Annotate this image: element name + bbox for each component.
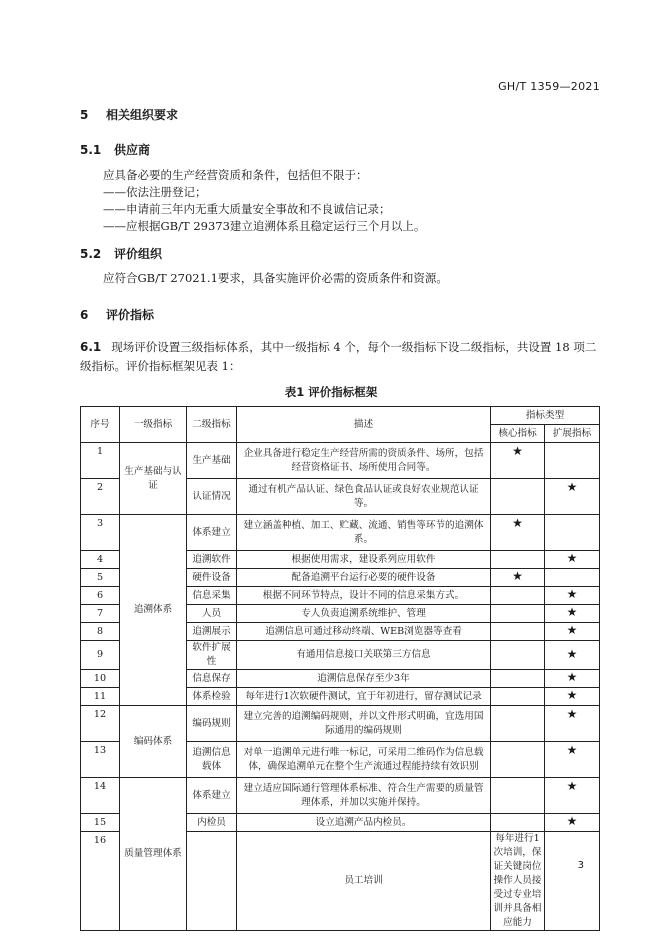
row-seq: 4 bbox=[81, 551, 120, 569]
core-star-cell bbox=[491, 742, 545, 778]
core-star-cell bbox=[491, 443, 545, 479]
core-star-cell bbox=[491, 688, 545, 706]
row-level2: 信息采集 bbox=[187, 587, 237, 605]
row-desc: 每年进行1次培训，保证关键岗位操作人员接受过专业培训并具备相应能力 bbox=[491, 832, 545, 931]
core-star-cell bbox=[491, 551, 545, 569]
star-icon: ★ bbox=[566, 779, 578, 793]
row-seq: 2 bbox=[81, 479, 120, 515]
star-icon: ★ bbox=[512, 516, 523, 530]
row-level2: 体系检验 bbox=[187, 688, 237, 706]
row-desc: 专人负责追溯系统维护、管理 bbox=[237, 605, 491, 623]
row-desc: 建立适应国际通行管理体系标准、符合生产需要的质量管理体系，并加以实施并保持。 bbox=[237, 778, 491, 814]
ext-star-cell bbox=[545, 814, 600, 832]
section-5-2-title: 评价组织 bbox=[114, 247, 163, 261]
row-desc: 有通用信息接口关联第三方信息 bbox=[237, 641, 491, 670]
header-desc: 描述 bbox=[237, 407, 491, 443]
row-level2: 编码规则 bbox=[187, 706, 237, 742]
row-seq: 3 bbox=[81, 515, 120, 551]
ext-star-cell bbox=[545, 742, 600, 778]
row-desc: 通过有机产品认证、绿色食品认证或良好农业规范认证等。 bbox=[237, 479, 491, 515]
level1-group: 生产基础与认证 bbox=[120, 443, 187, 515]
header-type: 指标类型 bbox=[491, 407, 600, 425]
section-6-1-paragraph bbox=[80, 338, 600, 376]
row-seq: 10 bbox=[81, 670, 120, 688]
section-5-2-number: 5.2 bbox=[80, 247, 102, 261]
row-seq: 5 bbox=[81, 569, 120, 587]
ext-star-cell bbox=[545, 623, 600, 641]
core-star-cell bbox=[491, 778, 545, 814]
row-seq: 8 bbox=[81, 623, 120, 641]
row-seq: 12 bbox=[81, 706, 120, 742]
section-6-number: 6 bbox=[80, 308, 89, 322]
ext-star-cell bbox=[545, 641, 600, 670]
ext-star-cell bbox=[545, 706, 600, 742]
section-6-title: 评价指标 bbox=[106, 308, 155, 322]
star-icon: ★ bbox=[566, 743, 578, 757]
core-star-cell bbox=[491, 623, 545, 641]
core-star-cell bbox=[491, 706, 545, 742]
core-star-cell bbox=[491, 641, 545, 670]
ext-star-cell bbox=[545, 670, 600, 688]
section-5-heading bbox=[80, 106, 178, 123]
level1-group: 编码体系 bbox=[120, 706, 187, 778]
star-icon: ★ bbox=[566, 688, 578, 702]
core-star-cell bbox=[491, 670, 545, 688]
section-6-1-text: 现场评价设置三级指标体系，其中一级指标 4 个，每个一级指标下设二级指标，共设置 18 项二级指标。评价指标框架见表 1： bbox=[80, 340, 597, 373]
row-level2: 认证情况 bbox=[187, 479, 237, 515]
table-row bbox=[81, 706, 600, 742]
paragraph-line: 应符合GB/T 27021.1要求，具备实施评价必需的资质条件和资源。 bbox=[103, 271, 448, 285]
row-desc: 对单一追溯单元进行唯一标记，可采用二维码作为信息载体，确保追溯单元在整个生产流通过程能持续有效识别 bbox=[237, 742, 491, 778]
row-desc: 设立追溯产品内检员。 bbox=[237, 814, 491, 832]
standard-code: GH/T 1359—2021 bbox=[498, 80, 600, 93]
star-icon: ★ bbox=[566, 646, 578, 661]
list-item: ——依法注册登记； bbox=[103, 185, 207, 199]
row-level2: 硬件设备 bbox=[187, 569, 237, 587]
header-level1: 一级指标 bbox=[120, 407, 187, 443]
table-row bbox=[81, 515, 600, 551]
star-icon: ★ bbox=[566, 480, 578, 494]
star-icon: ★ bbox=[566, 605, 578, 619]
row-level2: 内检员 bbox=[187, 814, 237, 832]
row-seq: 7 bbox=[81, 605, 120, 623]
star-icon: ★ bbox=[566, 814, 578, 828]
table-row bbox=[81, 443, 600, 479]
row-level2: 员工培训 bbox=[237, 832, 491, 931]
row-desc: 追溯信息保存至少3年 bbox=[237, 670, 491, 688]
evaluation-index-table bbox=[80, 406, 600, 931]
star-icon: ★ bbox=[566, 670, 578, 684]
star-icon: ★ bbox=[512, 569, 523, 583]
row-level2: 软件扩展性 bbox=[187, 641, 237, 670]
ext-star-cell bbox=[545, 515, 600, 551]
star-icon: ★ bbox=[566, 551, 578, 565]
row-desc: 建立涵盖种植、加工、贮藏、流通、销售等环节的追溯体系。 bbox=[237, 515, 491, 551]
row-seq: 15 bbox=[81, 814, 120, 832]
ext-star-cell bbox=[545, 605, 600, 623]
section-6-heading bbox=[80, 306, 154, 323]
core-star-cell bbox=[545, 832, 600, 931]
ext-star-cell bbox=[545, 688, 600, 706]
level1-group: 追溯体系 bbox=[120, 515, 187, 706]
section-5-1-number: 5.1 bbox=[80, 143, 102, 157]
row-desc: 配备追溯平台运行必要的硬件设备 bbox=[237, 569, 491, 587]
ext-star-cell bbox=[545, 479, 600, 515]
row-seq: 16 bbox=[81, 832, 120, 931]
row-level2: 追溯展示 bbox=[187, 623, 237, 641]
header-seq: 序号 bbox=[81, 407, 120, 443]
level1-group: 质量管理体系 bbox=[120, 778, 187, 931]
core-star-cell bbox=[491, 814, 545, 832]
list-item: ——应根据GB/T 29373建立追溯体系且稳定运行三个月以上。 bbox=[103, 219, 426, 233]
row-seq: 6 bbox=[81, 587, 120, 605]
ext-star-cell bbox=[545, 587, 600, 605]
list-item: ——申请前三年内无重大质量安全事故和不良诚信记录； bbox=[103, 202, 391, 216]
row-level2: 追溯软件 bbox=[187, 551, 237, 569]
section-5-title: 相关组织要求 bbox=[106, 108, 179, 122]
row-level2: 体系建立 bbox=[187, 778, 237, 814]
section-5-1-title: 供应商 bbox=[114, 143, 151, 157]
row-seq: 1 bbox=[81, 443, 120, 479]
core-star-cell bbox=[491, 569, 545, 587]
header-level2: 二级指标 bbox=[187, 407, 237, 443]
core-star-cell bbox=[491, 479, 545, 515]
row-seq: 9 bbox=[81, 641, 120, 670]
star-icon: ★ bbox=[566, 707, 578, 721]
page-number: 3 bbox=[577, 860, 584, 871]
core-star-cell bbox=[491, 515, 545, 551]
core-star-cell bbox=[491, 605, 545, 623]
ext-star-cell bbox=[545, 551, 600, 569]
star-icon: ★ bbox=[566, 587, 578, 601]
section-5-2-heading bbox=[80, 245, 162, 262]
star-icon: ★ bbox=[512, 444, 523, 458]
row-desc: 建立完善的追溯编码规则，并以文件形式明确，宜选用国际通用的编码规则 bbox=[237, 706, 491, 742]
table-row bbox=[81, 778, 600, 814]
ext-star-cell bbox=[545, 569, 600, 587]
level1-group-continued bbox=[187, 832, 237, 931]
row-level2: 追溯信息载体 bbox=[187, 742, 237, 778]
section-5-number: 5 bbox=[80, 108, 89, 122]
paragraph-line: 应具备必要的生产经营资质和条件，包括但不限于： bbox=[103, 168, 368, 182]
header-core: 核心指标 bbox=[491, 425, 545, 443]
row-desc: 根据使用需求，建设系列应用软件 bbox=[237, 551, 491, 569]
row-level2: 信息保存 bbox=[187, 670, 237, 688]
row-seq: 11 bbox=[81, 688, 120, 706]
table-caption: 表1 评价指标框架 bbox=[284, 385, 378, 399]
ext-star-cell bbox=[545, 443, 600, 479]
row-level2: 生产基础 bbox=[187, 443, 237, 479]
row-desc: 根据不同环节特点，设计不同的信息采集方式。 bbox=[237, 587, 491, 605]
row-desc: 追溯信息可通过移动终端、WEB浏览器等查看 bbox=[237, 623, 491, 641]
row-level2: 人员 bbox=[187, 605, 237, 623]
row-level2: 体系建立 bbox=[187, 515, 237, 551]
row-seq: 14 bbox=[81, 778, 120, 814]
section-5-1-heading bbox=[80, 141, 150, 158]
row-seq: 13 bbox=[81, 742, 120, 778]
section-6-1-number: 6.1 bbox=[80, 340, 102, 354]
header-ext: 扩展指标 bbox=[545, 425, 600, 443]
row-desc: 企业具备进行稳定生产经营所需的资质条件、场所，包括经营资格证书、场所使用合同等。 bbox=[237, 443, 491, 479]
star-icon: ★ bbox=[566, 623, 578, 637]
core-star-cell bbox=[491, 587, 545, 605]
row-desc: 每年进行1次软硬件测试，宜于年初进行，留存测试记录 bbox=[237, 688, 491, 706]
ext-star-cell bbox=[545, 778, 600, 814]
